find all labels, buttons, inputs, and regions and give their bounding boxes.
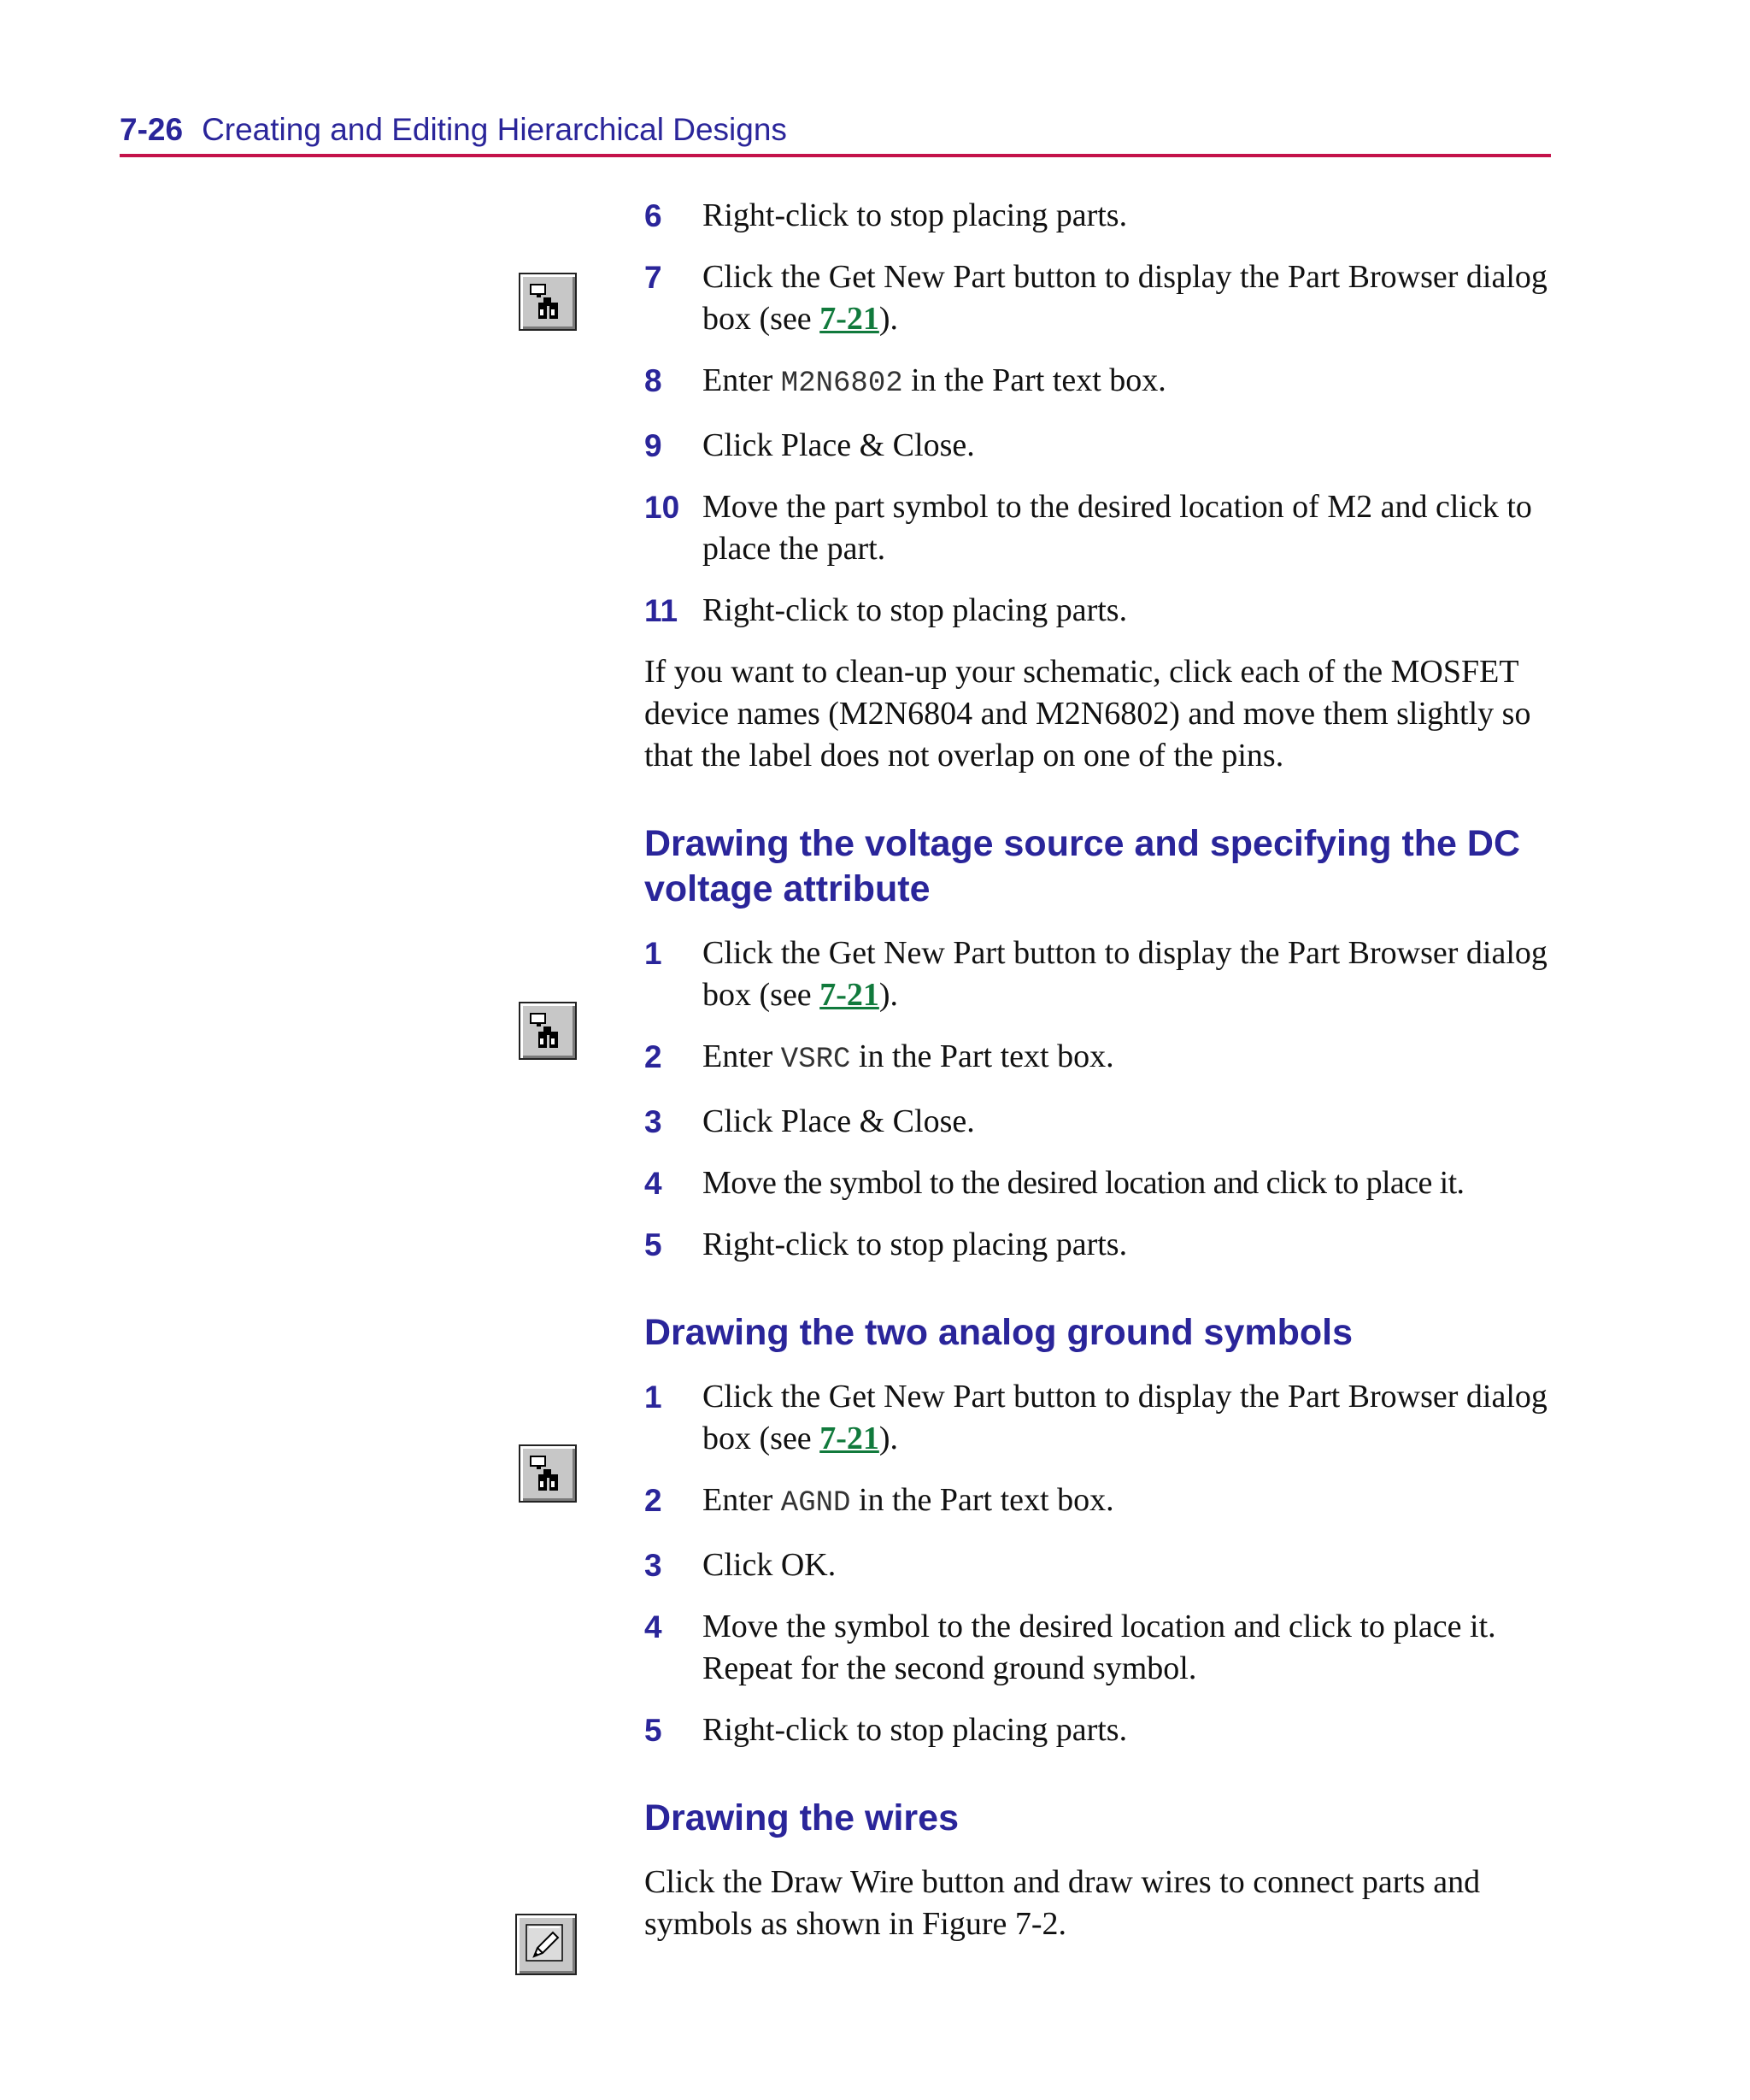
section-heading: Drawing the voltage source and specifying the DC voltage attribute xyxy=(644,823,1521,909)
body-paragraph: If you want to clean-up your schematic, click each of the MOSFET device names (M2N6804 and M2N6802) and move them slightly so that the label does not overlap on one of the pins. xyxy=(644,654,1531,774)
part-code: M2N6802 xyxy=(780,368,903,400)
list-item: 2 Enter AGND in the Part text box. xyxy=(644,1482,1114,1520)
list-item: 4 Move the symbol to the desired location and click to place it. Repeat for the second ground symbol. xyxy=(644,1609,1496,1686)
list-item: 8 Enter M2N6802 in the Part text box. xyxy=(644,362,1166,400)
list-item: 3 Click Place & Close. xyxy=(644,1103,975,1139)
draw-wire-icon xyxy=(515,1914,577,1975)
page-number: 7-26 xyxy=(120,112,184,147)
list-item: 10 Move the part symbol to the desired location of M2 and click to place the part. xyxy=(644,489,1532,567)
binoculars-glyph xyxy=(527,1010,568,1051)
get-new-part-icon xyxy=(519,273,577,331)
section-heading: Drawing the two analog ground symbols xyxy=(644,1312,1353,1353)
list-item: 11 Right-click to stop placing parts. xyxy=(644,592,1128,628)
list-item: 4 Move the symbol to the desired location and click to place it. xyxy=(644,1165,1465,1201)
chapter-title: Creating and Editing Hierarchical Designs xyxy=(202,112,787,147)
list-item: 5 Right-click to stop placing parts. xyxy=(644,1226,1128,1262)
page-reference-link[interactable]: 7-21 xyxy=(819,1421,879,1456)
pencil-glyph xyxy=(524,1922,565,1963)
part-code: AGND xyxy=(780,1487,851,1520)
list-item: 2 Enter VSRC in the Part text box. xyxy=(644,1038,1114,1076)
list-item: 3 Click OK. xyxy=(644,1547,837,1583)
list-item: 5 Right-click to stop placing parts. xyxy=(644,1712,1128,1748)
get-new-part-icon xyxy=(519,1002,577,1060)
page-content xyxy=(644,195,1567,1965)
list-item: 7 Click the Get New Part button to display the Part Browser dialog box (see 7-21). xyxy=(644,259,1547,337)
list-item: 6 Right-click to stop placing parts. xyxy=(644,197,1128,233)
get-new-part-icon xyxy=(519,1444,577,1503)
list-item: 1 Click the Get New Part button to display the Part Browser dialog box (see 7-21). xyxy=(644,1379,1547,1456)
body-paragraph: Click the Draw Wire button and draw wires to connect parts and symbols as shown in Figure 7-2. xyxy=(644,1864,1481,1942)
binoculars-glyph xyxy=(527,281,568,322)
list-item: 9 Click Place & Close. xyxy=(644,427,975,463)
part-code: VSRC xyxy=(780,1044,851,1076)
list-item: 1 Click the Get New Part button to display the Part Browser dialog box (see 7-21). xyxy=(644,935,1547,1013)
section-heading: Drawing the wires xyxy=(644,1797,959,1838)
page-header xyxy=(120,106,1551,157)
page-reference-link[interactable]: 7-21 xyxy=(819,977,879,1013)
page-reference-link[interactable]: 7-21 xyxy=(819,301,879,337)
binoculars-glyph xyxy=(527,1453,568,1494)
